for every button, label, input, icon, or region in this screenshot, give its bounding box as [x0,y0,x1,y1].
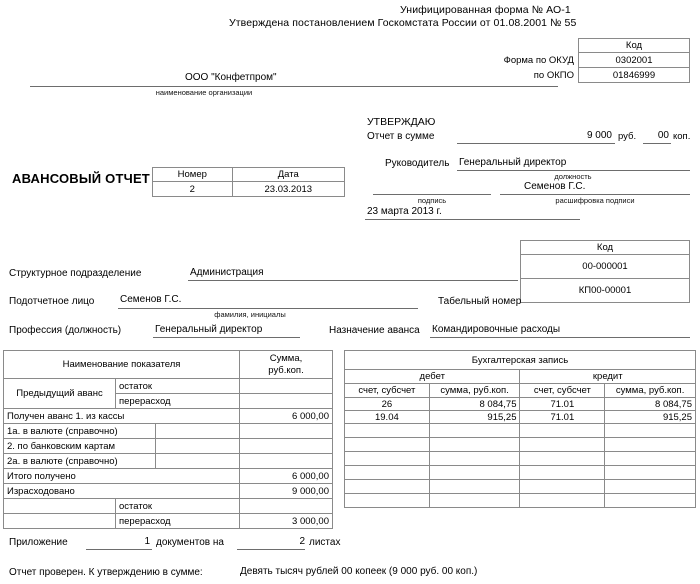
table-row [4,514,333,529]
accounting-columns-row [345,384,696,398]
subdivision-rule [188,280,518,281]
report-number-date-table [152,167,345,197]
manager-name-rule [500,194,690,195]
row-sum-spent: 9 000,00 [240,484,333,499]
entry-3-debit-account [345,438,430,452]
employee-number-value: КП00-00001 [521,279,690,303]
table-row [4,499,333,514]
report-table-row [153,182,345,197]
approval-sum-label: Отчет в сумме [367,131,435,142]
code-box-top-header: Код [579,39,690,53]
col-header-number: Номер [153,168,233,182]
indicators-header-sum-line1: Сумма, [269,352,303,364]
attachment-sheets-value: 2 [299,536,305,547]
attachment-sheets-rule [237,549,305,550]
entry-5-debit-sum [429,466,520,480]
profession-label: Профессия (должность) [9,325,122,336]
col-credit-sum: сумма, руб.коп. [605,384,696,398]
approval-sum-kop: 00 [657,130,669,141]
row-sum-remainder [240,499,333,514]
table-row [345,398,696,411]
row-indent-8 [4,499,116,514]
manager-label: Руководитель [385,158,450,169]
code-box-mid-row-subdivision [521,255,690,279]
entry-4-debit-account [345,452,430,466]
entry-0-debit-sum: 8 084,75 [429,398,520,411]
row-label-3: 1а. в валюте (справочно) [4,424,156,439]
person-rule [118,308,418,309]
entry-1-debit-account: 19.04 [345,411,430,424]
signature-rule [373,194,491,195]
code-box-mid-header: Код [521,241,690,255]
code-box-top-row-okpo [579,68,690,83]
approval-date-rule [365,219,580,220]
row-indent-9 [4,514,116,529]
entry-4-debit-sum [429,452,520,466]
row-label-previous-advance: Предыдущий аванс [4,379,116,409]
name-caption: расшифровка подписи [555,196,635,205]
table-row [345,438,696,452]
subdivision-code-value: 00-000001 [521,255,690,279]
row-gap-5 [156,454,240,469]
row-sublabel-overspend: перерасход [116,394,240,409]
manager-name: Семенов Г.С. [524,181,586,192]
okud-value: 0302001 [579,53,690,68]
table-row [345,452,696,466]
entry-5-credit-sum [605,466,696,480]
verified-value: Девять тысяч рублей 00 копеек (9 000 руб. 00 коп.) [240,566,478,577]
manager-position: Генеральный директор [459,157,567,168]
entry-1-debit-sum: 915,25 [429,411,520,424]
entry-4-credit-sum [605,452,696,466]
approval-sum-rub-rule [457,143,615,144]
entry-6-debit-sum [429,480,520,494]
row-label-overspend: перерасход [116,514,240,529]
page-title: АВАНСОВЫЙ ОТЧЕТ [12,171,150,186]
accounting-title: Бухгалтерская запись [345,351,696,370]
entry-6-credit-sum [605,480,696,494]
row-sum-2: 6 000,00 [240,409,333,424]
purpose-value: Командировочные расходы [432,324,561,335]
signature-caption: подпись [417,196,447,205]
entry-5-debit-account [345,466,430,480]
approval-title: УТВЕРЖДАЮ [367,116,436,128]
accounting-group-row [345,370,696,384]
accounting-entry-table [344,350,696,508]
entry-2-debit-account [345,424,430,438]
organization-rule [30,86,558,87]
entry-0-credit-account: 71.01 [520,398,605,411]
row-label-5: 2а. в валюте (справочно) [4,454,156,469]
code-box-top-header-row [579,39,690,53]
entry-2-debit-sum [429,424,520,438]
entry-4-credit-account [520,452,605,466]
attachment-docs-unit: документов на [156,537,224,548]
organization-value: ООО "Конфетпром" [185,72,277,83]
entry-0-debit-account: 26 [345,398,430,411]
row-sum-total-received: 6 000,00 [240,469,333,484]
table-row [4,379,333,394]
person-value: Семенов Г.С. [120,294,182,305]
col-debit-account: счет, субсчет [345,384,430,398]
table-row [345,424,696,438]
row-sublabel-remainder: остаток [116,379,240,394]
code-box-mid [520,240,690,303]
indicators-header-sum [240,351,333,379]
attachment-sheets-unit: листах [309,537,341,548]
indicators-table [3,350,333,529]
table-row [4,424,333,439]
table-row [4,484,333,499]
entry-1-credit-sum: 915,25 [605,411,696,424]
row-sum-4 [240,439,333,454]
subdivision-label: Структурное подразделение [9,268,142,279]
organization-caption: наименование организации [155,88,253,97]
table-row [4,454,333,469]
accounting-group-debit: дебет [345,370,520,384]
approval-sum-rub: 9 000 [586,130,612,141]
entry-2-credit-account [520,424,605,438]
row-gap-4 [156,439,240,454]
attachment-label: Приложение [9,537,68,548]
position-caption: должность [554,172,592,181]
table-row [345,466,696,480]
okpo-value: 01846999 [579,68,690,83]
table-row [345,480,696,494]
attachment-docs-rule [86,549,152,550]
form-header-line-2: Утверждена постановлением Госкомстата России от 01.08.2001 № 55 [229,17,577,29]
indicators-header-name: Наименование показателя [4,351,240,379]
entry-7-credit-account [520,494,605,508]
row-label-total-received: Итого получено [4,469,240,484]
row-gap-3 [156,424,240,439]
entry-1-credit-account: 71.01 [520,411,605,424]
report-number-value: 2 [153,182,233,197]
table-row [345,494,696,508]
entry-3-debit-sum [429,438,520,452]
attachment-docs-value: 1 [144,536,150,547]
entry-7-debit-sum [429,494,520,508]
row-label-spent: Израсходовано [4,484,240,499]
approval-kop-unit: коп. [673,131,691,142]
purpose-rule [430,337,690,338]
code-box-mid-header-row [521,241,690,255]
approval-date: 23 марта 2013 г. [367,206,442,217]
col-header-date: Дата [232,168,344,182]
row-label-remainder: остаток [116,499,240,514]
accounting-group-credit: кредит [520,370,696,384]
row-label-2: Получен аванс 1. из кассы [4,409,240,424]
verified-label: Отчет проверен. К утверждению в сумме: [9,567,203,578]
okpo-label: по ОКПО [533,70,574,81]
row-label-4: 2. по банковским картам [4,439,156,454]
code-box-top [578,38,690,83]
person-label: Подотчетное лицо [9,296,95,307]
employee-number-label: Табельный номер [438,296,522,307]
accounting-title-row [345,351,696,370]
manager-position-rule [457,170,690,171]
code-box-mid-row-employee [521,279,690,303]
row-sum-0 [240,379,333,394]
table-row [4,439,333,454]
entry-6-credit-account [520,480,605,494]
table-row [4,409,333,424]
indicators-header-sum-line2: руб.коп. [268,364,304,376]
entry-0-credit-sum: 8 084,75 [605,398,696,411]
row-sum-overspend: 3 000,00 [240,514,333,529]
report-date-value: 23.03.2013 [232,182,344,197]
profession-rule [153,337,300,338]
person-caption: фамилия, инициалы [214,310,286,319]
purpose-label: Назначение аванса [329,325,420,336]
entry-3-credit-sum [605,438,696,452]
okud-label: Форма по ОКУД [503,55,574,66]
entry-7-debit-account [345,494,430,508]
entry-6-debit-account [345,480,430,494]
form-header-line-1: Унифицированная форма № АО-1 [400,4,571,16]
profession-value: Генеральный директор [155,324,263,335]
approval-rub-unit: руб. [618,131,637,142]
table-row [4,469,333,484]
subdivision-value: Администрация [190,267,264,278]
col-credit-account: счет, субсчет [520,384,605,398]
report-table-header-row [153,168,345,182]
entry-5-credit-account [520,466,605,480]
row-sum-1 [240,394,333,409]
row-sum-5 [240,454,333,469]
entry-7-credit-sum [605,494,696,508]
entry-3-credit-account [520,438,605,452]
approval-sum-kop-rule [643,143,671,144]
row-sum-3 [240,424,333,439]
code-box-top-row-okud [579,53,690,68]
col-debit-sum: сумма, руб.коп. [429,384,520,398]
table-row [345,411,696,424]
entry-2-credit-sum [605,424,696,438]
